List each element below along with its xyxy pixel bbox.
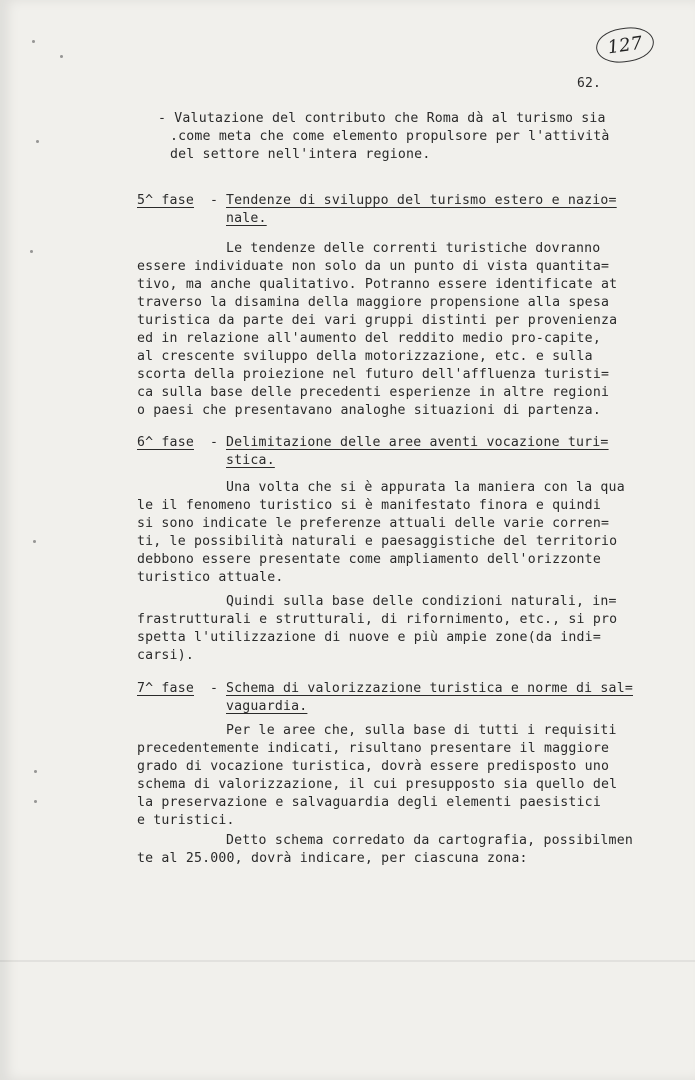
fase6-p2-line-4: carsi). — [137, 648, 194, 663]
scan-speck — [32, 40, 35, 43]
fase5-p1-line-9: ca sulla base delle precedenti esperienze in altre regioni — [137, 385, 610, 400]
scan-speck — [60, 55, 63, 58]
fase6-title-line-2: stica. — [226, 453, 275, 468]
fase6-p2-line-1: Quindi sulla base delle condizioni naturali, in= — [226, 594, 617, 609]
fase6-p2-line-3: spetta l'utilizzazione di nuove e più ampie zone(da indi= — [137, 630, 601, 645]
fase5-title-line-2: nale. — [226, 211, 267, 226]
fase7-title-line-2: vaguardia. — [226, 699, 308, 714]
fase5-p1-line-10: o paesi che presentavano analoghe situazioni di partenza. — [137, 403, 601, 418]
fase5-p1-line-5: turistica da parte dei vari gruppi distinti per provenienza — [137, 313, 618, 328]
fase5-p1-line-6: ed in relazione all'aumento del reddito medio pro-capite, — [137, 331, 601, 346]
intro-line-1: - Valutazione del contributo che Roma dà al turismo sia — [158, 111, 606, 126]
fase6-p1-line-6: turistico attuale. — [137, 570, 284, 585]
fase6-label: 6^ fase — [137, 435, 194, 450]
fase5-title-line-1: Tendenze di sviluppo del turismo estero e nazio= — [226, 193, 617, 208]
fase6-title-line-1: Delimitazione delle aree aventi vocazione turi= — [226, 435, 609, 450]
fase5-p1-line-3: tivo, ma anche qualitativo. Potranno essere identificate at — [137, 277, 618, 292]
fase7-title-line-1: Schema di valorizzazione turistica e norme di sal= — [226, 681, 633, 696]
fase6-dash: - — [210, 435, 219, 450]
fase6-p1-line-2: le il fenomeno turistico si è manifestato finora e quindi — [137, 498, 601, 513]
fase7-p1-line-4: schema di valorizzazione, il cui presupposto sia quello del — [137, 777, 618, 792]
scan-speck — [30, 250, 33, 253]
fase5-p1-line-8: scorta della proiezione nel futuro dell'affluenza turisti= — [137, 367, 610, 382]
fase7-p1-line-2: precedentemente indicati, risultano presentare il maggiore — [137, 741, 610, 756]
scan-speck — [33, 540, 36, 543]
fase5-p1-line-4: traverso la disamina della maggiore propensione alla spesa — [137, 295, 610, 310]
fase5-dash: - — [210, 193, 219, 208]
fase7-dash: - — [210, 681, 219, 696]
archive-stamp-number: 127 — [606, 32, 644, 58]
fase7-p1-line-5: la preservazione e salvaguardia degli elementi paesistici — [137, 795, 601, 810]
fase5-p1-line-7: al crescente sviluppo della motorizzazione, etc. e sulla — [137, 349, 593, 364]
fase6-p2-line-2: frastrutturali e strutturali, di rifornimento, etc., si pro — [137, 612, 618, 627]
fase5-label: 5^ fase — [137, 193, 194, 208]
page-number: 62. — [577, 76, 602, 91]
intro-line-2: .come meta che come elemento propulsore per l'attività — [170, 129, 610, 144]
intro-line-3: del settore nell'intera regione. — [170, 147, 431, 162]
scan-speck — [34, 770, 37, 773]
fase7-p1-line-1: Per le aree che, sulla base di tutti i requisiti — [226, 723, 617, 738]
fase7-label: 7^ fase — [137, 681, 194, 696]
scan-speck — [36, 140, 39, 143]
fase6-p1-line-1: Una volta che si è appurata la maniera con la qua — [226, 480, 625, 495]
archive-stamp — [594, 24, 656, 66]
scan-speck — [34, 800, 37, 803]
fase6-p1-line-5: debbono essere presentate come ampliamento dell'orizzonte — [137, 552, 601, 567]
fase7-p2-line-1: Detto schema corredato da cartografia, possibilmen — [226, 833, 633, 848]
scan-fold-line — [0, 960, 695, 962]
fase6-p1-line-3: si sono indicate le preferenze attuali delle varie corren= — [137, 516, 610, 531]
fase5-p1-line-2: essere individuate non solo da un punto di vista quantita= — [137, 259, 610, 274]
fase7-p1-line-3: grado di vocazione turistica, dovrà essere predisposto uno — [137, 759, 610, 774]
fase7-p1-line-6: e turistici. — [137, 813, 235, 828]
fase7-p2-line-2: te al 25.000, dovrà indicare, per ciascuna zona: — [137, 851, 528, 866]
fase5-p1-line-1: Le tendenze delle correnti turistiche dovranno — [226, 241, 601, 256]
fase6-p1-line-4: ti, le possibilità naturali e paesaggistiche del territorio — [137, 534, 618, 549]
